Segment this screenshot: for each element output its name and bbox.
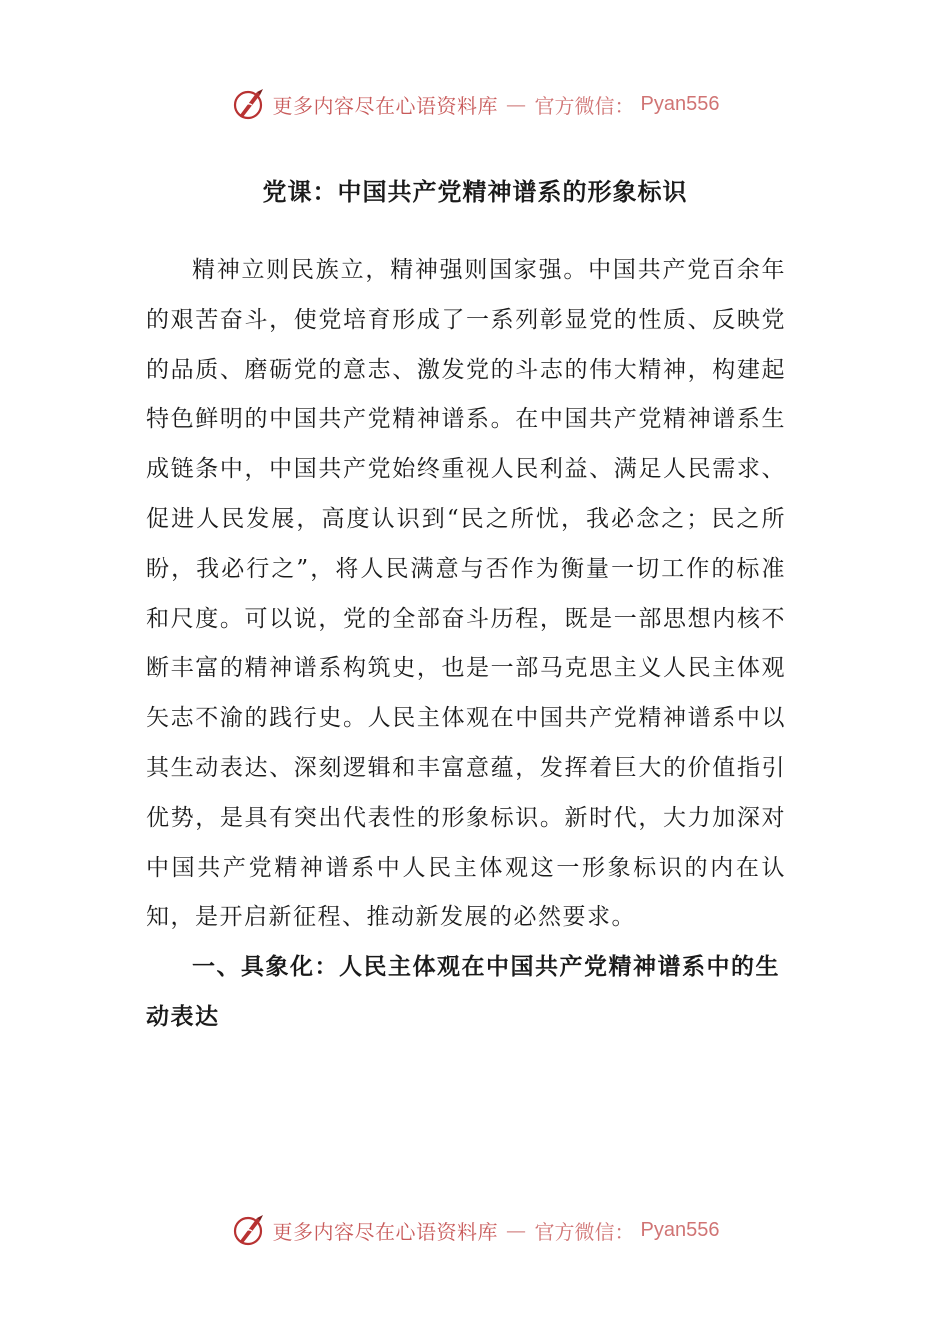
banner-content	[231, 86, 720, 122]
quill-pen-circle-icon	[231, 1212, 267, 1248]
banner-wechat-label: 官方微信：	[534, 1219, 635, 1244]
body-paragraph: 精神立则民族立，精神强则国家强。中国共产党百余年的艰苦奋斗，使党培育形成了一系列彰显党的性质、反映党的品质、磨砺党的意志、激发党的斗志的伟大精神，构建起特色鲜明的中国共产党精神谱系。在中国共产党精神谱系生成链条中，中国共产党始终重视人民利益、满足人民需求、促进人民发展，高度认识到“民之所忧，我必念之；民之所盼，我必行之”，将人民满意与否作为衡量一切工作的标准和尺度。可以说，党的全部奋斗历程，既是一部思想内核不断丰富的精神谱系构筑史，也是一部马克思主义人民主体观矢志不渝的践行史。人民主体观在中国共产党精神谱系中以其生动表达、深刻逻辑和丰富意蕴，发挥着巨大的价值指引优势，是具有突出代表性的形象标识。新时代，大力加深对中国共产党精神谱系中人民主体观这一形象标识的内在认知，是开启新征程、推动新发展的必然要求。	[146, 257, 786, 931]
header-watermark-banner	[0, 84, 950, 124]
banner-content	[231, 1212, 720, 1248]
banner-separator: —	[506, 92, 527, 116]
document-title: 党课：中国共产党精神谱系的形象标识	[262, 178, 688, 206]
banner-wechat-label: 官方微信：	[534, 93, 635, 118]
document-body	[146, 246, 786, 1043]
banner-separator: —	[506, 1218, 527, 1242]
banner-wechat-id: Pyan556	[640, 1218, 720, 1241]
banner-text: 更多内容尽在心语资料库	[272, 1219, 499, 1244]
section-heading: 一、具象化：人民主体观在中国共产党精神谱系中的生动表达	[146, 954, 780, 1030]
banner-wechat-id: Pyan556	[640, 92, 720, 115]
footer-watermark-banner	[0, 1210, 950, 1250]
quill-pen-circle-icon	[231, 86, 267, 122]
banner-text: 更多内容尽在心语资料库	[272, 93, 499, 118]
